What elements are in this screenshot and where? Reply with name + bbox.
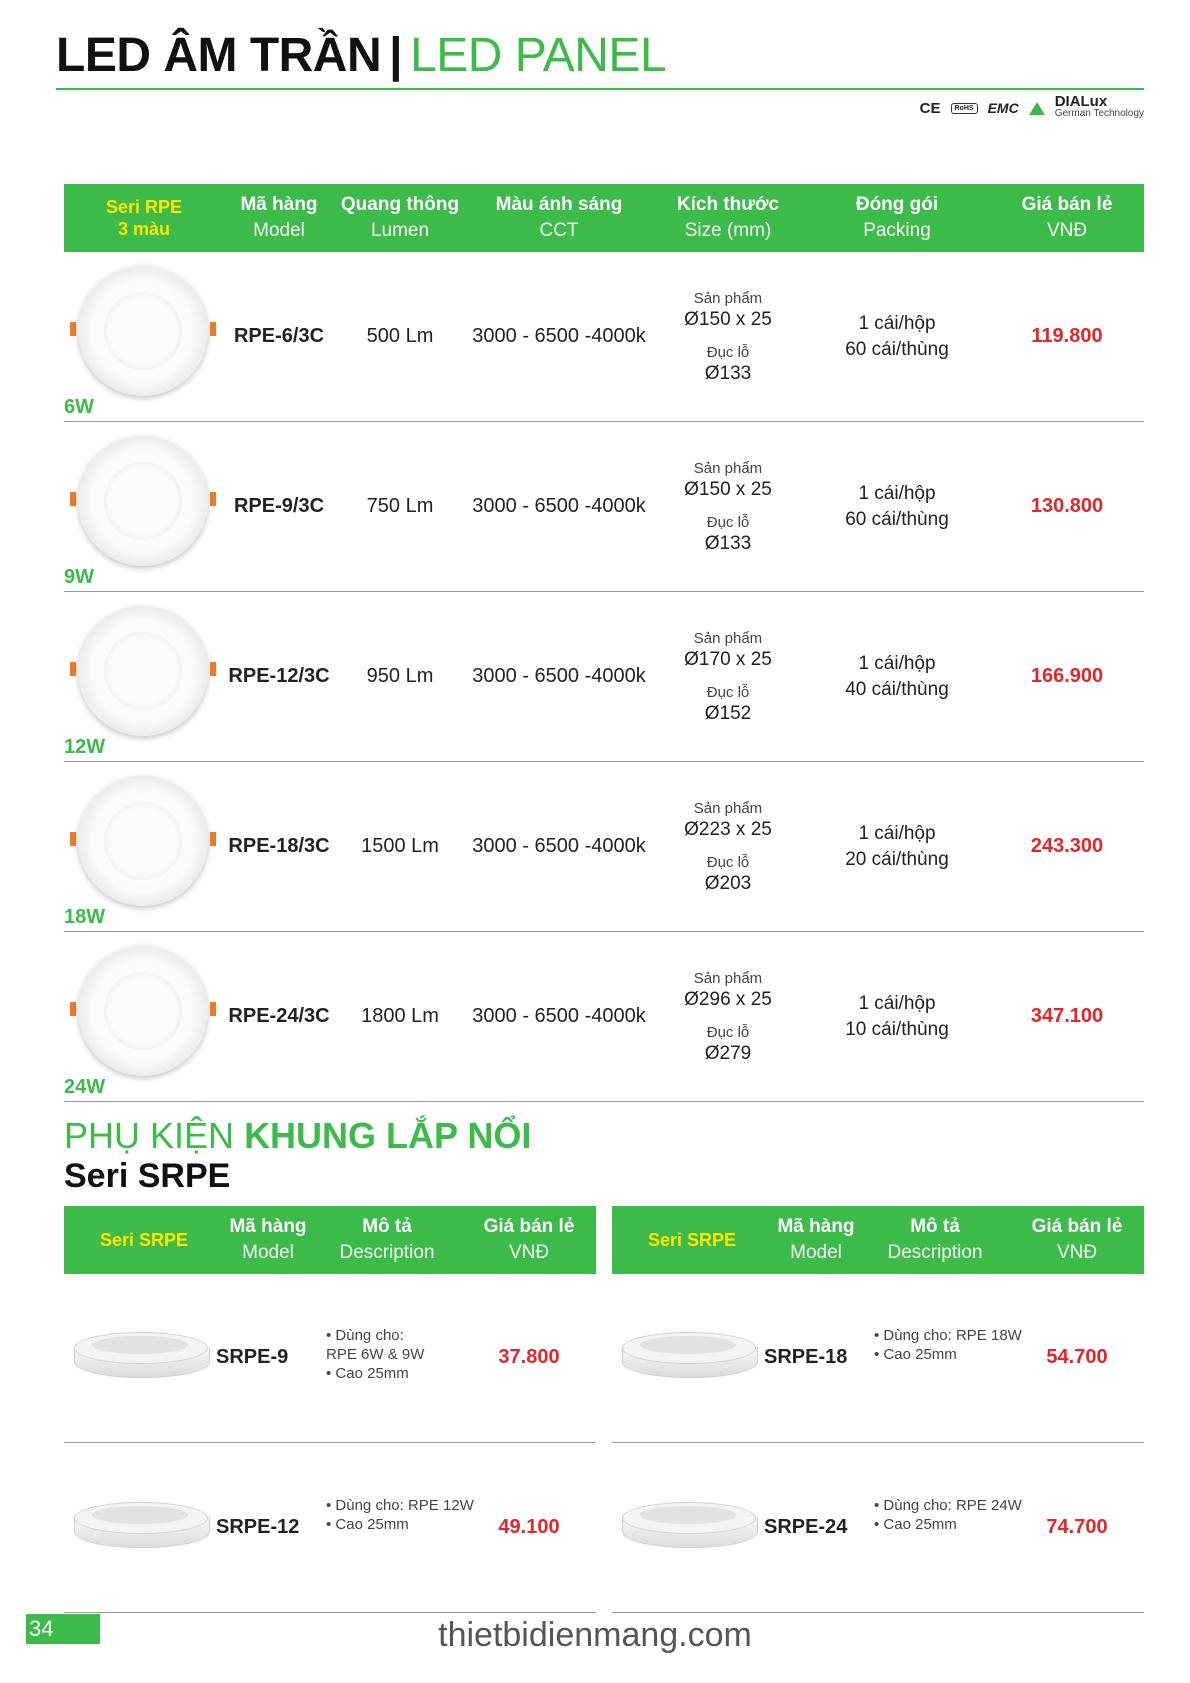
- frame-opening: [92, 1336, 188, 1354]
- header-model-vi: Mã hàng: [240, 194, 318, 215]
- desc-line-3: • Cao 25mm: [326, 1365, 409, 1382]
- title-bold: LED ÂM TRẦN: [56, 29, 382, 82]
- acc-header-price-vi: Giá bán lẻ: [483, 1216, 575, 1237]
- pack-box: 1 cái/hộp: [858, 312, 936, 334]
- header-lumen-en: Lumen: [370, 220, 430, 241]
- header-size: [652, 192, 804, 244]
- lumen-value: 1500 Lm: [361, 835, 439, 857]
- accessory-title: [64, 1116, 531, 1156]
- led-panel-disc: [78, 606, 208, 736]
- accessory-price: 37.800: [498, 1346, 560, 1368]
- accessory-row: [612, 1274, 1144, 1443]
- size-cut-label: Đục lỗ: [706, 683, 750, 701]
- acc-header-seri: Seri SRPE: [99, 1230, 189, 1250]
- accessory-row: [64, 1444, 596, 1613]
- desc-line-2: • Cao 25mm: [326, 1516, 409, 1533]
- cct-value: 3000 - 6500 -4000k: [472, 325, 646, 347]
- spring-clip-left: [70, 832, 76, 846]
- acc-header-price-en: VNĐ: [508, 1242, 550, 1263]
- page-number: 34: [26, 1614, 100, 1644]
- wattage-label: 9W: [64, 566, 94, 588]
- accessory-description: [326, 1326, 476, 1383]
- led-panel-image: [64, 432, 224, 572]
- title-separator: |: [389, 29, 403, 82]
- header-packing-en: Packing: [863, 220, 931, 241]
- desc-line-1: • Dùng cho: RPE 18W: [874, 1327, 1022, 1344]
- size-cut-label: Đục lỗ: [706, 343, 750, 361]
- size-product: Ø150 x 25: [684, 478, 772, 500]
- accessory-description: [874, 1326, 1024, 1364]
- accessory-title-light: PHỤ KIỆN: [64, 1115, 235, 1156]
- led-panel-diffuser: [104, 292, 182, 370]
- acc-header-model: [224, 1214, 312, 1266]
- spring-clip-right: [210, 322, 216, 336]
- retail-price: 130.800: [1030, 495, 1104, 517]
- spring-clip-left: [70, 322, 76, 336]
- acc-header-price: [1010, 1214, 1144, 1266]
- header-packing: [804, 192, 990, 244]
- desc-line-2: • Cao 25mm: [874, 1346, 957, 1363]
- size-cell: [652, 932, 804, 1101]
- header-seri: [64, 196, 224, 240]
- size-cut: Ø133: [704, 532, 752, 554]
- website-watermark: thietbidienmang.com: [438, 1616, 752, 1654]
- acc-header-desc-en: Description: [339, 1242, 435, 1263]
- accessory-model: SRPE-9: [216, 1346, 289, 1368]
- size-product-label: Sản phẩm: [693, 799, 763, 817]
- spring-clip-right: [210, 662, 216, 676]
- packing-cell: [804, 592, 990, 761]
- spring-clip-left: [70, 1002, 76, 1016]
- accessory-model: SRPE-12: [216, 1516, 300, 1538]
- accessory-table-header-right: [612, 1206, 1144, 1274]
- pack-box: 1 cái/hộp: [858, 652, 936, 674]
- dialux-logo: [1054, 93, 1144, 120]
- model-code: RPE-9/3C: [233, 495, 325, 517]
- led-panel-disc: [78, 946, 208, 1076]
- surface-frame-image: [74, 1332, 206, 1388]
- size-product-label: Sản phẩm: [693, 629, 763, 647]
- cct-value: 3000 - 6500 -4000k: [472, 1005, 646, 1027]
- pack-box: 1 cái/hộp: [858, 992, 936, 1014]
- header-price: [990, 192, 1144, 244]
- pack-box: 1 cái/hộp: [858, 482, 936, 504]
- size-product: Ø223 x 25: [684, 818, 772, 840]
- size-cut: Ø133: [704, 362, 752, 384]
- lumen-value: 1800 Lm: [361, 1005, 439, 1027]
- size-product-label: Sản phẩm: [693, 459, 763, 477]
- header-price-en: VNĐ: [1046, 220, 1088, 241]
- size-product: Ø296 x 25: [684, 988, 772, 1010]
- acc-header-price-en: VNĐ: [1056, 1242, 1098, 1263]
- header-price-vi: Giá bán lẻ: [1021, 194, 1113, 215]
- size-cell: [652, 422, 804, 591]
- emc-logo: EMC: [987, 100, 1019, 116]
- frame-opening: [640, 1336, 736, 1354]
- acc-header-desc: [860, 1214, 1010, 1266]
- pack-carton: 10 cái/thùng: [845, 1018, 949, 1040]
- desc-line-1: • Dùng cho: RPE 12W: [326, 1497, 474, 1514]
- accessory-row: [612, 1444, 1144, 1613]
- wattage-label: 24W: [64, 1076, 106, 1098]
- acc-header-desc-vi: Mô tả: [362, 1216, 412, 1237]
- acc-header-desc: [312, 1214, 462, 1266]
- header-model: [224, 192, 334, 244]
- led-panel-disc: [78, 266, 208, 396]
- acc-header-seri: Seri SRPE: [647, 1230, 737, 1250]
- acc-header-price-vi: Giá bán lẻ: [1031, 1216, 1123, 1237]
- product-row: [64, 592, 1144, 762]
- dialux-tagline: German Technology: [1054, 108, 1144, 119]
- pack-carton: 60 cái/thùng: [845, 338, 949, 360]
- model-code: RPE-24/3C: [228, 1005, 330, 1027]
- size-cut: Ø152: [704, 702, 752, 724]
- retail-price: 166.900: [1030, 665, 1104, 687]
- frame-opening: [640, 1506, 736, 1524]
- accessory-title-bold: KHUNG LẮP NỔI: [244, 1115, 532, 1156]
- lumen-value: 750 Lm: [366, 495, 434, 517]
- surface-frame-image: [74, 1502, 206, 1558]
- dialux-name: DIALux: [1054, 93, 1108, 110]
- main-table-header: [64, 184, 1144, 252]
- header-seri-line1: Seri RPE: [105, 197, 183, 217]
- spring-clip-left: [70, 662, 76, 676]
- accessory-price: 54.700: [1046, 1346, 1108, 1368]
- size-cut: Ø203: [704, 872, 752, 894]
- model-code: RPE-18/3C: [228, 835, 330, 857]
- acc-header-model-vi: Mã hàng: [777, 1216, 855, 1237]
- lumen-value: 950 Lm: [366, 665, 434, 687]
- product-row: [64, 422, 1144, 592]
- acc-header-model: [772, 1214, 860, 1266]
- cct-value: 3000 - 6500 -4000k: [472, 665, 646, 687]
- desc-line-2: RPE 6W & 9W: [326, 1346, 425, 1363]
- accessory-table-header-left: [64, 1206, 596, 1274]
- led-panel-disc: [78, 436, 208, 566]
- acc-header-model-en: Model: [790, 1242, 842, 1263]
- size-cell: [652, 592, 804, 761]
- model-code: RPE-6/3C: [233, 325, 325, 347]
- size-cell: [652, 252, 804, 421]
- accessory-price: 49.100: [498, 1516, 560, 1538]
- desc-line-1: • Dùng cho:: [326, 1327, 404, 1344]
- header-cct-en: CCT: [539, 220, 579, 241]
- packing-cell: [804, 762, 990, 931]
- retail-price: 119.800: [1031, 325, 1103, 347]
- size-cut: Ø279: [704, 1042, 752, 1064]
- led-panel-diffuser: [104, 632, 182, 710]
- spring-clip-left: [70, 492, 76, 506]
- retail-price: 243.300: [1030, 835, 1104, 857]
- cct-value: 3000 - 6500 -4000k: [472, 495, 646, 517]
- accessory-model: SRPE-24: [764, 1516, 848, 1538]
- acc-header-model-vi: Mã hàng: [229, 1216, 307, 1237]
- size-cut-label: Đục lỗ: [706, 853, 750, 871]
- header-model-en: Model: [253, 220, 305, 241]
- header-size-vi: Kích thước: [676, 194, 780, 215]
- wattage-label: 18W: [64, 906, 106, 928]
- accessory-subtitle: Seri SRPE: [64, 1157, 231, 1195]
- led-panel-disc: [78, 776, 208, 906]
- size-product-label: Sản phẩm: [693, 289, 763, 307]
- pack-box: 1 cái/hộp: [858, 822, 936, 844]
- page-title: [56, 28, 666, 84]
- certification-logos: [919, 93, 1144, 120]
- size-cut-label: Đục lỗ: [706, 513, 750, 531]
- spring-clip-right: [210, 1002, 216, 1016]
- pack-carton: 60 cái/thùng: [845, 508, 949, 530]
- frame-opening: [92, 1506, 188, 1524]
- dialux-triangle-icon: [1029, 102, 1045, 115]
- header-size-en: Size (mm): [684, 220, 772, 241]
- packing-cell: [804, 252, 990, 421]
- ce-logo: CE: [919, 99, 941, 117]
- size-cell: [652, 762, 804, 931]
- wattage-label: 12W: [64, 736, 106, 758]
- header-seri-line2: 3 màu: [117, 219, 171, 239]
- header-divider: [56, 88, 1144, 90]
- accessory-description: [326, 1496, 476, 1534]
- size-product-label: Sản phẩm: [693, 969, 763, 987]
- model-code: RPE-12/3C: [228, 665, 330, 687]
- header-lumen-vi: Quang thông: [340, 194, 460, 215]
- acc-header-price: [462, 1214, 596, 1266]
- size-cut-label: Đục lỗ: [706, 1023, 750, 1041]
- accessory-description: [874, 1496, 1024, 1534]
- product-row: [64, 932, 1144, 1102]
- product-row: [64, 762, 1144, 932]
- packing-cell: [804, 932, 990, 1101]
- product-row: [64, 252, 1144, 422]
- desc-line-1: • Dùng cho: RPE 24W: [874, 1497, 1022, 1514]
- size-product: Ø150 x 25: [684, 308, 772, 330]
- header-packing-vi: Đóng gói: [855, 194, 939, 215]
- acc-header-desc-vi: Mô tả: [910, 1216, 960, 1237]
- accessory-model: SRPE-18: [764, 1346, 848, 1368]
- desc-line-2: • Cao 25mm: [874, 1516, 957, 1533]
- header-cct: [466, 192, 652, 244]
- rohs-logo: RoHS: [951, 103, 978, 114]
- acc-header-desc-en: Description: [887, 1242, 983, 1263]
- pack-carton: 20 cái/thùng: [845, 848, 949, 870]
- cct-value: 3000 - 6500 -4000k: [472, 835, 646, 857]
- size-product: Ø170 x 25: [684, 648, 772, 670]
- accessory-price: 74.700: [1046, 1516, 1108, 1538]
- spring-clip-right: [210, 492, 216, 506]
- led-panel-diffuser: [104, 802, 182, 880]
- led-panel-image: [64, 772, 224, 912]
- led-panel-image: [64, 942, 224, 1082]
- pack-carton: 40 cái/thùng: [845, 678, 949, 700]
- surface-frame-image: [622, 1502, 754, 1558]
- led-panel-diffuser: [104, 462, 182, 540]
- packing-cell: [804, 422, 990, 591]
- accessory-row: [64, 1274, 596, 1443]
- lumen-value: 500 Lm: [366, 325, 434, 347]
- led-panel-image: [64, 602, 224, 742]
- header-cct-vi: Màu ánh sáng: [495, 194, 623, 215]
- header-lumen: [334, 192, 466, 244]
- acc-header-model-en: Model: [242, 1242, 294, 1263]
- spring-clip-right: [210, 832, 216, 846]
- surface-frame-image: [622, 1332, 754, 1388]
- retail-price: 347.100: [1030, 1005, 1104, 1027]
- led-panel-image: [64, 262, 224, 402]
- led-panel-diffuser: [104, 972, 182, 1050]
- title-light: LED PANEL: [410, 29, 667, 82]
- wattage-label: 6W: [64, 396, 94, 418]
